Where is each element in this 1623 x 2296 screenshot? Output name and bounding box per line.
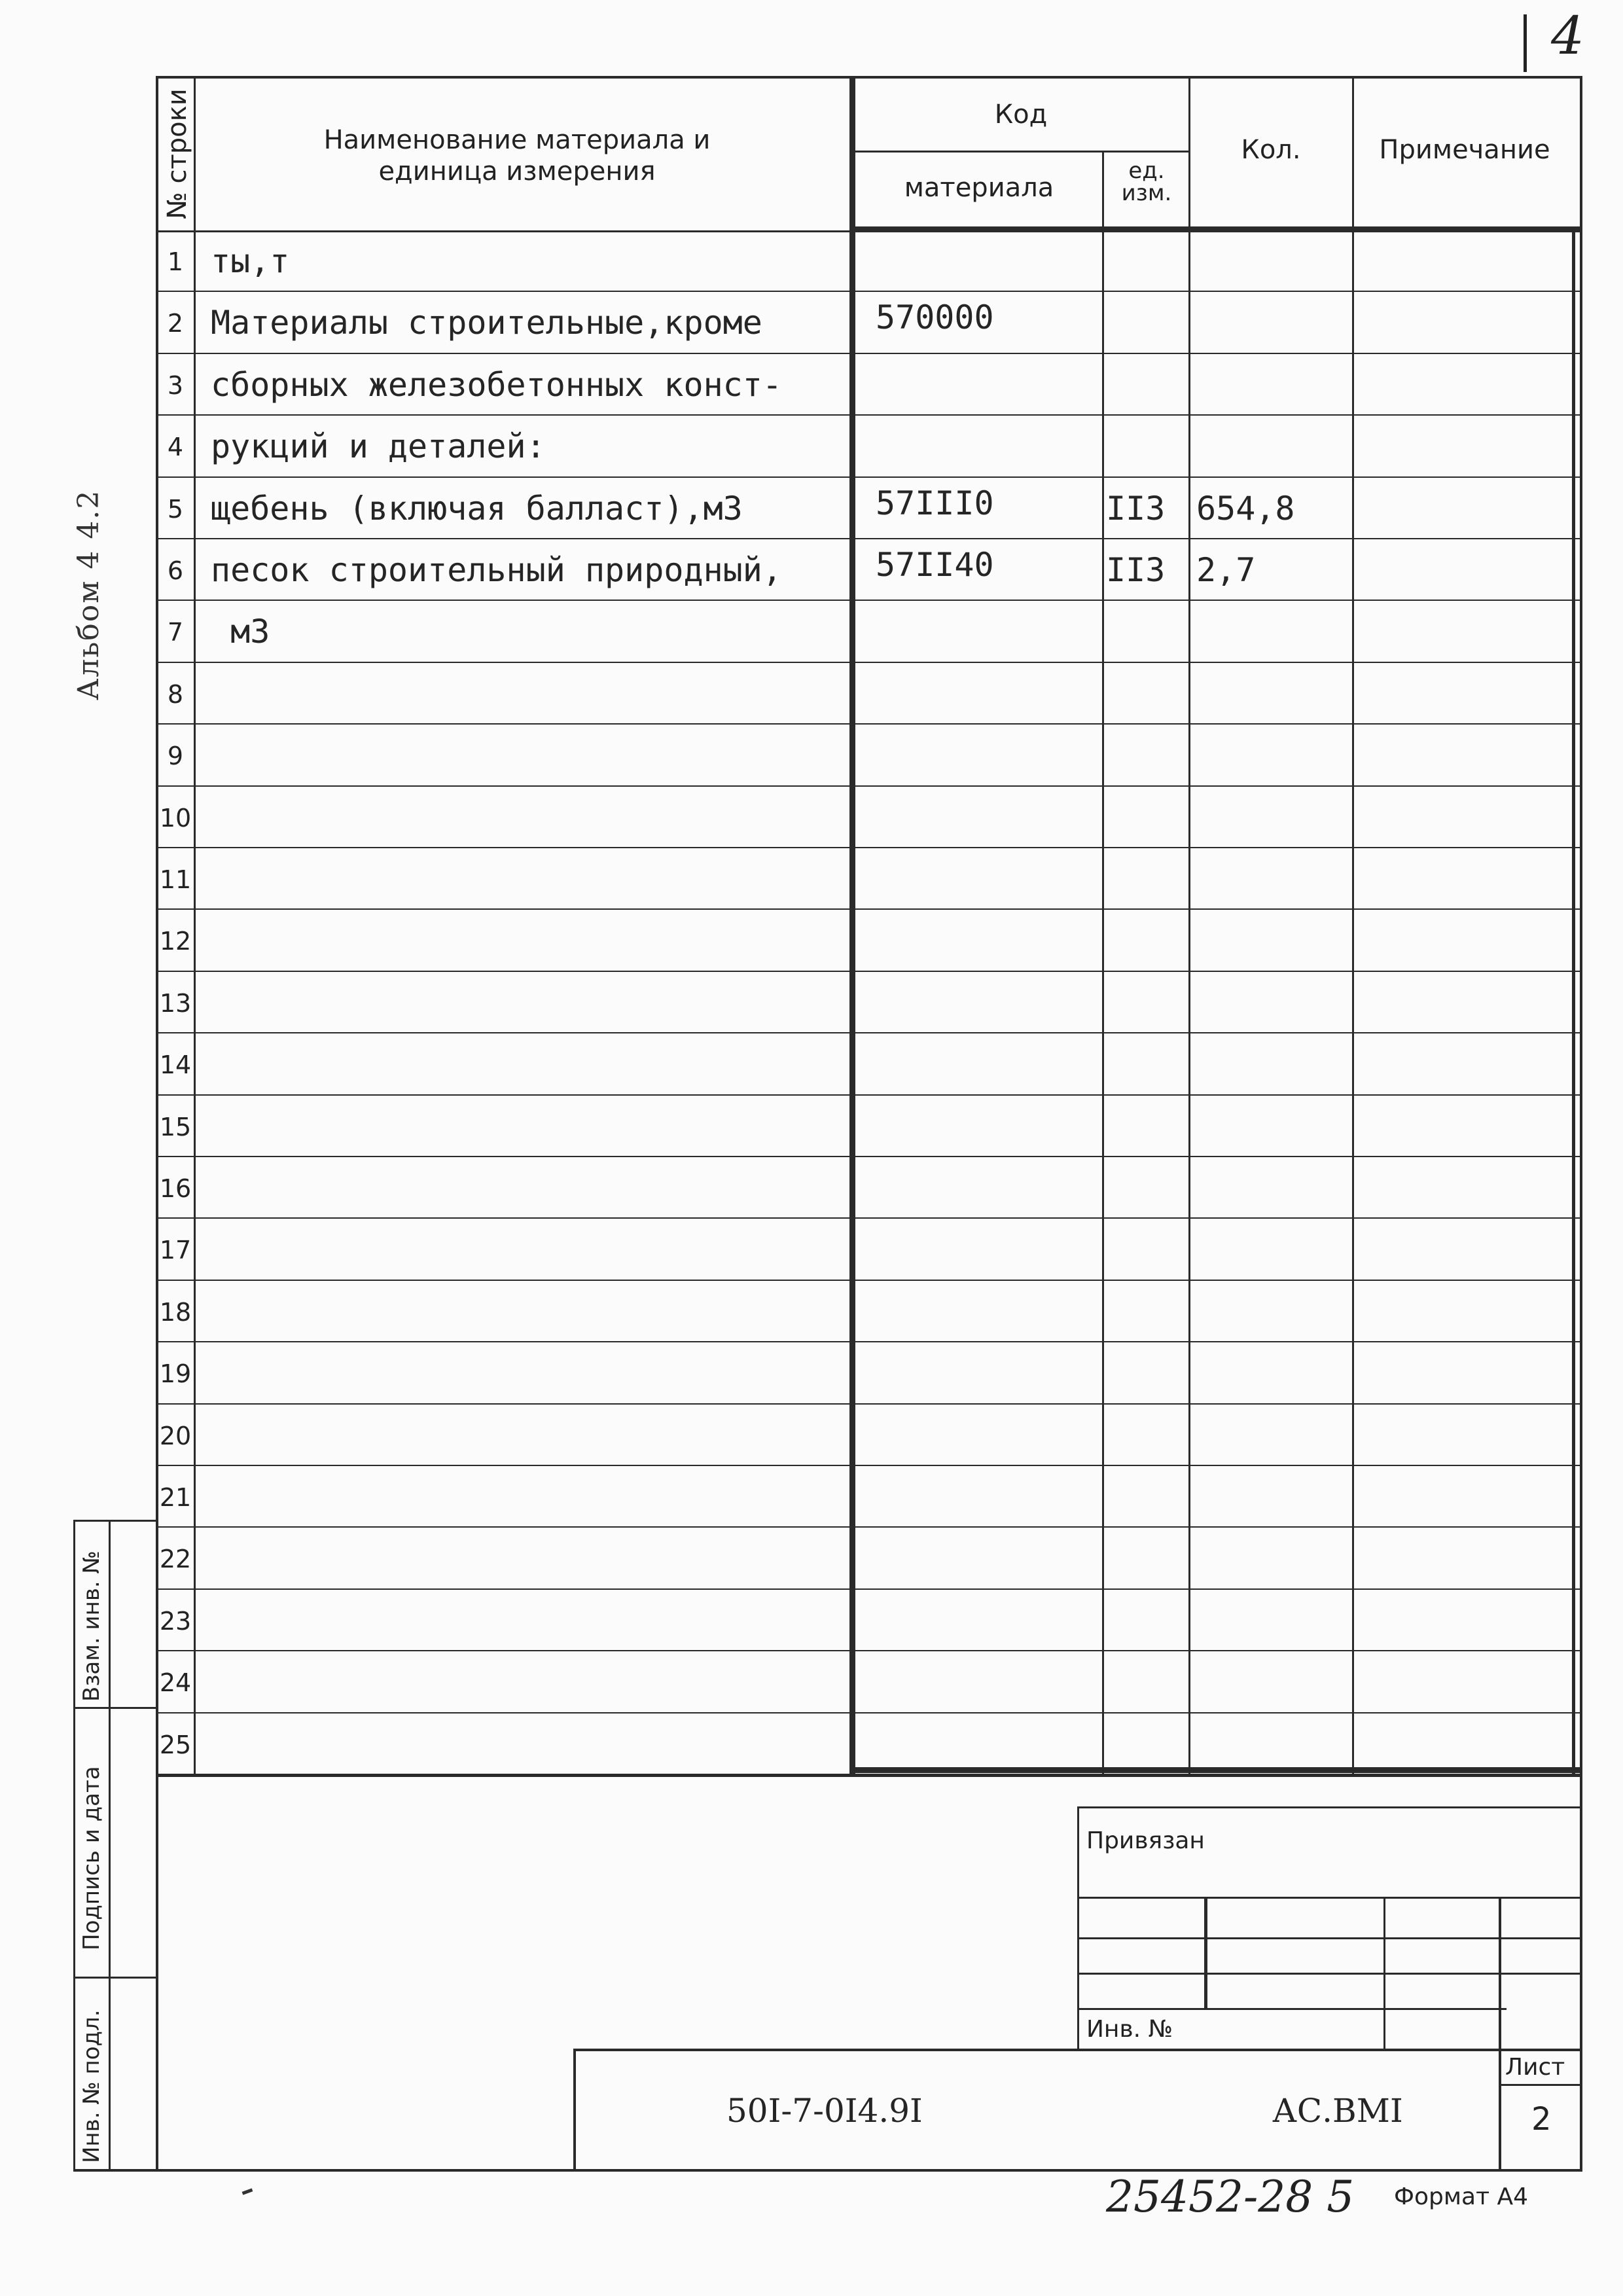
privyazan-top-line <box>1077 1806 1582 1808</box>
table-row <box>156 601 1582 662</box>
table-row <box>156 1219 1582 1280</box>
table-row <box>156 1405 1582 1466</box>
row-number: 9 <box>167 742 184 770</box>
header-name: Наименование материала и единица измерения <box>323 125 711 187</box>
side-stamp-line-3 <box>73 1977 156 1979</box>
doc-box-left <box>573 2049 576 2170</box>
side-inv-podl: Инв. № подл. <box>79 2009 105 2163</box>
row-number: 25 <box>159 1731 192 1759</box>
row-number: 8 <box>167 680 184 709</box>
footer-format: Формат А4 <box>1394 2183 1529 2210</box>
table-row <box>156 292 1582 353</box>
table-row <box>156 910 1582 971</box>
row-qty: 654,8 <box>1196 490 1295 528</box>
table-row <box>156 1157 1582 1219</box>
row-number: 5 <box>167 495 184 524</box>
table-top-border <box>156 76 1582 79</box>
row-number: 10 <box>159 804 192 833</box>
row-unit: II3 <box>1106 490 1166 528</box>
table-row <box>156 1342 1582 1404</box>
footer-handwritten-number: 25452-28 5 <box>1106 2172 1355 2222</box>
doc-code: 50I-7-0I4.9I <box>726 2092 923 2130</box>
row-number: 13 <box>159 989 192 1018</box>
privyazan-grid-line-3 <box>1077 1973 1582 1975</box>
sheet-label: Лист <box>1505 2054 1565 2081</box>
privyazan-col-2 <box>1383 1897 1385 2050</box>
table-row <box>156 663 1582 725</box>
table-row <box>156 848 1582 910</box>
row-number: 3 <box>167 371 184 400</box>
doc-mark: АС.ВМI <box>1272 2092 1403 2130</box>
header-code-material: материала <box>904 173 1054 203</box>
title-block-top <box>156 1775 1582 1777</box>
sheet-number: 2 <box>1531 2101 1552 2138</box>
table-row <box>156 416 1582 477</box>
row-name: Материалы строительные,кроме <box>211 304 762 342</box>
row-name: м3 <box>211 613 270 651</box>
header-code: Код <box>994 99 1048 130</box>
doc-box-top <box>573 2049 1582 2051</box>
row-number: 19 <box>159 1359 192 1388</box>
row-number: 17 <box>159 1236 192 1265</box>
table-row <box>156 1033 1582 1095</box>
privyazan-col-3 <box>1499 1897 1501 2169</box>
privyazan-grid-line-4 <box>1077 2008 1507 2010</box>
corner-mark: 4 <box>1551 5 1584 66</box>
row-code: 570000 <box>876 298 994 336</box>
row-number: 11 <box>159 865 192 894</box>
row-number: 6 <box>167 556 184 585</box>
table-row <box>156 1096 1582 1157</box>
row-number: 24 <box>159 1668 192 1697</box>
table-row <box>156 725 1582 786</box>
row-number: 1 <box>167 247 184 276</box>
row-number: 12 <box>159 927 192 956</box>
code-subheader-line <box>849 151 1188 152</box>
side-stamp-bottom-line <box>73 2169 1582 2172</box>
privyazan-left-line <box>1077 1806 1079 2050</box>
row-unit: II3 <box>1106 551 1166 589</box>
row-number: 20 <box>159 1422 192 1450</box>
row-number: 2 <box>167 309 184 338</box>
row-number: 23 <box>159 1607 192 1636</box>
row-qty: 2,7 <box>1196 551 1256 589</box>
header-note: Примечание <box>1379 135 1550 165</box>
row-number: 4 <box>167 433 184 461</box>
table-row <box>156 539 1582 601</box>
row-number: 21 <box>159 1483 192 1512</box>
row-name: щебень (включая балласт),м3 <box>211 490 743 528</box>
table-row <box>156 1713 1582 1775</box>
table-row <box>156 972 1582 1033</box>
side-inv-zam: Взам. инв. № <box>79 1551 105 1702</box>
privyazan-grid-line-2 <box>1077 1937 1582 1939</box>
row-number: 22 <box>159 1545 192 1573</box>
table-row <box>156 1466 1582 1528</box>
row-name: песок строительный природный, <box>211 551 782 589</box>
header-qty: Кол. <box>1241 135 1301 165</box>
side-stamp-mid-line <box>109 1520 111 2170</box>
row-number: 15 <box>159 1113 192 1141</box>
header-row-no: № строки <box>162 88 192 219</box>
row-number: 18 <box>159 1298 192 1327</box>
table-row <box>156 1590 1582 1651</box>
row-name: рукций и деталей: <box>211 427 546 465</box>
table-row <box>156 1528 1582 1589</box>
row-name: ты,т <box>211 242 290 280</box>
row-number: 7 <box>167 618 184 647</box>
row-name: сборных железобетонных конст- <box>211 366 782 404</box>
sheet-label-line <box>1499 2084 1582 2086</box>
table-row <box>156 478 1582 539</box>
side-stamp-top-line <box>73 1520 156 1522</box>
header-code-unit: ед. изм. <box>1121 158 1172 206</box>
row-number: 14 <box>159 1050 192 1079</box>
row-number: 16 <box>159 1174 192 1203</box>
side-stamp-line-2 <box>73 1707 156 1709</box>
table-row <box>156 787 1582 848</box>
inv-no-label: Инв. № <box>1086 2016 1173 2043</box>
row-code: 57II40 <box>876 546 994 584</box>
album-label: Альбом 4 4.2 <box>72 489 105 700</box>
table-row <box>156 1281 1582 1342</box>
privyazan-col-1 <box>1204 1897 1207 2008</box>
row-code: 57III0 <box>876 484 994 522</box>
table-row <box>156 354 1582 416</box>
table-row <box>156 230 1582 292</box>
table-row <box>156 1651 1582 1713</box>
side-podpis: Подпись и дата <box>79 1766 105 1950</box>
privyazan-label: Привязан <box>1086 1827 1205 1854</box>
privyazan-grid-line-1 <box>1077 1897 1582 1899</box>
side-stamp-left-line <box>73 1520 75 2170</box>
